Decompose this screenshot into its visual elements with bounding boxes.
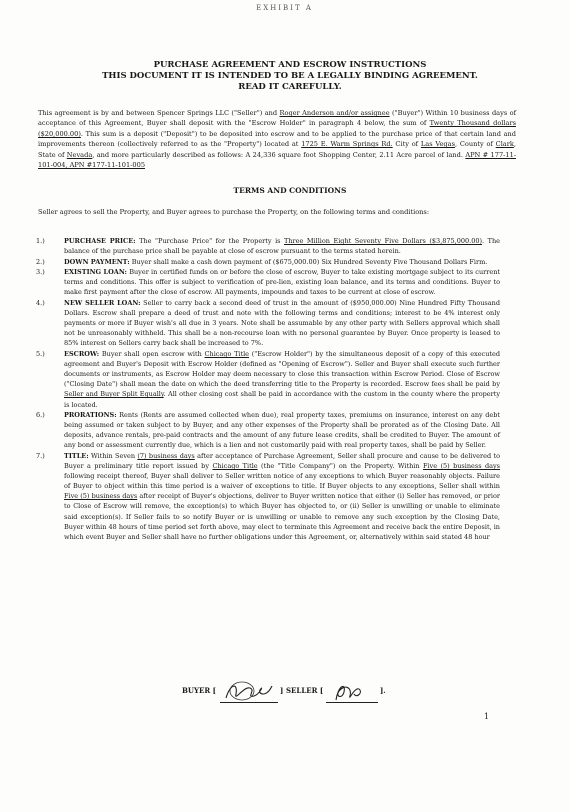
property-city: Las Vegas bbox=[420, 140, 455, 149]
buyer-label-text: BUYER [ bbox=[182, 686, 216, 695]
term-title: ESCROW: bbox=[64, 350, 100, 359]
term-text bbox=[64, 298, 500, 348]
intro-text: . This sum is a deposit ("Deposit") to be deposited into escrow and to be applied to the purchase price of that certain land and improvements thereon (collectively referred to as the "Property") located at bbox=[38, 129, 516, 149]
title-days: (7) business days bbox=[137, 451, 195, 460]
term-body: Within Seven bbox=[88, 451, 138, 460]
term-item-down-payment bbox=[34, 257, 500, 267]
intro-text: This agreement is by and between Spencer Springs LLC ("Seller") and bbox=[38, 109, 280, 117]
term-number: 1.) bbox=[36, 237, 45, 245]
term-body: Buyer shall open escrow with bbox=[99, 350, 205, 359]
terms-lead: Seller agrees to sell the Property, and Buyer agrees to purchase the Property, on the following terms and conditions: bbox=[38, 208, 430, 216]
objection-days: Five (5) business days bbox=[422, 462, 501, 471]
term-item-purchase-price bbox=[34, 236, 500, 256]
intro-text: , State of bbox=[38, 140, 516, 159]
term-body: ("Escrow Holder") by the simultaneous deposit of a copy of this executed agreement and Buyer's Deposit with Escrow Holder (defined as "Opening of Escrow"). Seller and Buyer shall execute such further documents or instruments, as Escrow Holder may deem necessary to close this transaction within Escrow Period. Close of Escrow ("Closing Date") shall mean the date on which the deed transferring title to the Property is recorded. Escrow fees shall be paid by bbox=[64, 350, 500, 389]
term-title: DOWN PAYMENT: bbox=[64, 257, 130, 266]
buyer-signature-label bbox=[182, 686, 216, 695]
intro-text: , and more particularly described as follows: A 24,336 square foot Shopping Center, 2.11 Acre parcel of land. bbox=[92, 150, 466, 159]
terms-list bbox=[34, 236, 500, 542]
seller-signature-field[interactable] bbox=[326, 680, 378, 703]
intro-text: , County of bbox=[454, 140, 496, 149]
term-title: NEW SELLER LOAN: bbox=[64, 299, 141, 308]
term-title: TITLE: bbox=[64, 451, 89, 460]
term-item-title bbox=[34, 451, 500, 542]
term-number: 7.) bbox=[36, 451, 45, 460]
term-body: . All other closing cost shall be paid in accordance with the custom in the county where the property is located. bbox=[64, 390, 501, 409]
term-number: 6.) bbox=[36, 411, 45, 420]
page-number: 1 bbox=[484, 712, 490, 721]
term-title: PURCHASE PRICE: bbox=[64, 237, 136, 245]
term-body: . The balance of the purchase price shall be payable at close of escrow pursuant to the terms stated herein. bbox=[64, 237, 500, 256]
term-text bbox=[64, 236, 500, 256]
property-address: 1725 E. Warm Springs Rd. bbox=[301, 140, 393, 149]
term-item-new-seller-loan bbox=[34, 298, 500, 348]
buyer-bracket-close: ] bbox=[280, 686, 284, 695]
seller-bracket-close: ]. bbox=[380, 686, 386, 695]
term-body: The "Purchase Price" for the Property is bbox=[135, 237, 285, 245]
term-item-existing-loan bbox=[34, 267, 500, 297]
seller-signature-label: SELLER [ bbox=[286, 686, 324, 695]
terms-heading: TERMS AND CONDITIONS bbox=[233, 186, 347, 195]
term-body: Seller to carry back a second deed of trust in the amount of ($950,000.00) Nine Hundred Fifty Thousand Dollars. Escrow shall prepare a deed of trust and note with the following terms and conditions; interest to be 4% interest only payments or more if Buyer wish's all due in 3 years. Note shall be assumable by any other party with Sellers approval which shall not be unreasonably withheld. This shall be a non-recourse loan with no personal guarantee by Buyer. Once property is leased to 85% interest on Sellers carry back shall be increased to 7%. bbox=[64, 299, 500, 348]
term-text bbox=[64, 267, 500, 297]
intro-text: ("Buyer") Within 10 business days of acceptance of this Agreement, Buyer shall deposit with the "Escrow Holder" in paragraph 4 below, the sum of bbox=[38, 109, 517, 128]
intro-text: City of bbox=[392, 140, 421, 149]
buyer-name: Roger Anderson and/or assignee bbox=[279, 109, 390, 117]
term-number: 2.) bbox=[36, 257, 45, 266]
title-line-2: THIS DOCUMENT IT IS INTENDED TO BE A LEGALLY BINDING AGREEMENT. bbox=[102, 71, 478, 81]
term-body: (the "Title Company") on the Property. Within bbox=[257, 462, 423, 471]
buyer-signature-scribble bbox=[220, 680, 278, 702]
property-apn: APN # 177-11-101-004, APN #177-11-101-005 bbox=[38, 150, 516, 170]
term-body: Buyer shall make a cash down payment of ($675,000.00) Six Hundred Seventy Five Thousand Dollars Firm. bbox=[129, 257, 488, 266]
title-line-3: READ IT CAREFULLY. bbox=[238, 82, 342, 92]
term-number: 4.) bbox=[36, 299, 45, 308]
term-number: 5.) bbox=[36, 350, 45, 359]
term-text bbox=[64, 349, 500, 410]
purchase-price-amount: Three Million Eight Seventy Five Dollars ($3,875,000.00) bbox=[284, 237, 483, 245]
term-item-prorations bbox=[34, 410, 500, 450]
term-title: EXISTING LOAN: bbox=[64, 268, 127, 277]
intro-paragraph bbox=[38, 108, 516, 170]
term-number: 3.) bbox=[36, 268, 45, 277]
property-state: Nevada bbox=[66, 150, 93, 159]
escrow-fee-split: Seller and Buyer Split Equally bbox=[64, 390, 164, 399]
buyer-signature-field[interactable] bbox=[220, 680, 278, 703]
property-county: Clark bbox=[495, 140, 514, 149]
term-body: following receipt thereof, Buyer shall deliver to Seller written notice of any exceptions to which Buyer reasonably objects. Failure of Buyer to object within this time period is a waiver of exceptions to title. If Buyer objects to any exceptions, Seller shall within bbox=[64, 472, 500, 491]
document-title bbox=[40, 60, 540, 93]
response-days: Five (5) business days bbox=[64, 492, 138, 501]
term-text bbox=[64, 451, 500, 542]
title-company: Chicago Title bbox=[212, 462, 258, 471]
term-body: after receipt of Buyer's objections, deliver to Buyer written notice that either (i) Seller has removed, or prior to Close of Escrow will remove, the exception(s) to which Buyer has objected to, or (ii) Seller is unwilling or unable to eliminate said exception(s). If Seller fails to so notify Buyer or is unwilling or unable to remove any such exception by the Closing Date, Buyer within 48 hours of time period set forth above, may elect to terminate this Agreement and receive back the entire Deposit, in which event Buyer and Seller shall have no further obligations under this Agreement, or, alternatively within said stated 48 hour bbox=[64, 492, 500, 541]
title-line-1: PURCHASE AGREEMENT AND ESCROW INSTRUCTIONS bbox=[153, 60, 427, 70]
escrow-company: Chicago Title bbox=[204, 350, 250, 359]
deposit-amount: Twenty Thousand dollars ($20,000.00) bbox=[38, 119, 516, 138]
term-body: Rents (Rents are assumed collected when due), real property taxes, premiums on insurance, interest on any debt being assumed or taken subject to by Buyer, and any other expenses of the Property shall be prorated as of the Closing Date. All deposits, advance rentals, pre-paid contracts and the amount of any future lease credits, shall be credited to Buyer. The amount of any bond or assessment currently due, which is a lien and not customarily paid with real property taxes, shall be paid by Seller. bbox=[64, 411, 500, 450]
term-body: after acceptance of Purchase Agreement, Seller shall procure and cause to be delivered to Buyer a preliminary title report issued by bbox=[64, 451, 500, 471]
term-text bbox=[64, 257, 500, 267]
exhibit-label: EXHIBIT A bbox=[256, 4, 313, 12]
term-item-escrow bbox=[34, 349, 500, 410]
term-text bbox=[64, 410, 500, 450]
term-title: PRORATIONS: bbox=[64, 411, 117, 420]
signature-line bbox=[182, 680, 422, 708]
term-body: Buyer in certified funds on or before the close of escrow, Buyer to take existing mortgage subject to its current terms and conditions. This offer is subject to verification of pre-lien, existing loan balance, and its terms and conditions. Buyer to make first payment after the close of escrow. All payments, impounds and taxes to be current at close of escrow. bbox=[64, 268, 500, 297]
seller-signature-scribble bbox=[326, 680, 378, 702]
